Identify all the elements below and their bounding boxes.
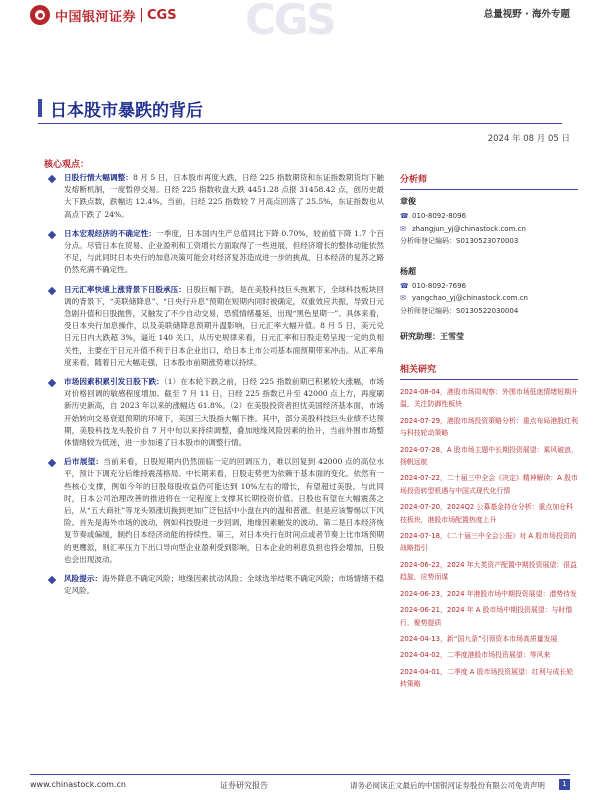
related-research xyxy=(400,362,578,691)
phone-icon: ☎ xyxy=(400,212,409,220)
paragraph-outlook: 后市展望：当前来看，日股短期内仍然面临一定的回调压力，难以回复到 42000 点的高位水平，预计下调充分后维持震荡格局。中长期来看，日股走势更为依赖于基本面的变化。依然有一些核心支撑，例如今年的日股每股收益仍可能达到 10%左右的增长，有望超过美股。与此同时，日本公司治理改善的推进将在一定程度上支撑其长期投资价值。日股也有望在大幅震荡之后，从“五大商社”等龙头领涨切换到更加广泛包括中小盘在内的温和普涨。但是应该警惕以下风险。首先是海外市场的波动，例如科技股进一步回调，地缘因素触发的波动。第二是日本经济恢复节奏或偏缓，制约日本经济动能的持续性。第三，对日本央行在时间点或者节奏上比市场预期的更鹰派，则汇率压力下出口导向型企业盈利受到影响，日本企业的利息负担也将会增加，日股也会出现波动。 xyxy=(44,456,384,566)
title-accent-bar xyxy=(38,99,42,117)
report-date: 2024 年 08 月 05 日 xyxy=(487,134,570,144)
related-link[interactable]: 2024-07-18，《二十届三中全会公报》对 A 股市场投资的战略指引 xyxy=(400,532,577,553)
related-link[interactable]: 2024-07-20，2024Q2 公募基金持仓分析：重点加仓科技板块，港股市场配置热度上升 xyxy=(400,503,573,524)
paragraph-market-adjustment: 日股行情大幅调整：8 月 5 日，日本股市再度大跌，日经 225 指数期货和东证指数期货均下触发熔断机制，一度暂停交易。日经 225 指数收盘大跌 4451.28 点报 31458.42 点，创历史最大下跌点数，跌幅达 12.4%。当前，日经 225 指数较 7 月高点回落了 25.5%，东证指数也从高点下跌了 24%。 xyxy=(44,172,384,221)
main-content xyxy=(44,172,384,605)
report-series: 总量视野 · 海外专题 xyxy=(483,9,570,20)
footer-doc-type: 证券研究报告 xyxy=(220,781,268,790)
brand-divider xyxy=(141,8,142,22)
related-divider xyxy=(400,379,578,380)
brand-name-cn: 中国银河证券 xyxy=(55,9,137,25)
analyst-email[interactable]: ✉ yangchao_yj@chinastock.com.cn xyxy=(400,292,578,305)
page-footer xyxy=(30,774,570,793)
analyst-license: 分析师登记编码：S0130522030004 xyxy=(400,306,519,315)
analyst-name: 章俊 xyxy=(400,197,416,206)
research-assistant: 研究助理：王雪莹 xyxy=(400,332,464,341)
analyst-phone: ☎ 010-8092-8096 xyxy=(400,210,578,223)
page-header xyxy=(0,0,600,44)
related-link[interactable]: 2024-06-21，2024 年 A 股市场中期投资展望：与时偕行，聚势提质 xyxy=(400,606,573,627)
related-link[interactable]: 2024-04-13，新“国九条”引领资本市场高质量发展 xyxy=(400,634,558,643)
related-heading: 相关研究 xyxy=(400,365,437,375)
related-link[interactable]: 2024-07-29，港股市场投资策略分析：重点布局港股红利与科技轮动策略 xyxy=(400,416,578,438)
email-icon: ✉ xyxy=(400,294,406,302)
analyst-phone: ☎ 010-8092-7696 xyxy=(400,280,578,293)
footer-disclaimer: 请务必阅读正文最后的中国银河证券股份有限公司免责声明 xyxy=(350,781,545,790)
paragraph-risk-warning: 风险提示：海外降息不确定风险；地缘因素扰动风险；全球选举结果不确定风险；市场情绪不稳定风险。 xyxy=(44,573,384,597)
footer-website[interactable]: www.chinastock.com.cn xyxy=(30,780,126,789)
related-link[interactable]: 2024-04-01，二季度 A 股市场投资展望：红利与成长轮转策略 xyxy=(400,667,574,689)
analysts-divider xyxy=(400,189,578,190)
report-title: 日本股市暴跌的背后 xyxy=(50,101,203,121)
email-icon: ✉ xyxy=(400,224,406,233)
cgs-logo-icon xyxy=(30,5,50,25)
analyst-license: 分析师登记编码：S0130523070003 xyxy=(400,237,519,245)
brand-logo xyxy=(30,2,177,28)
related-link[interactable]: 2024-07-28，A 股市场主题中长期投资展望：乘风破浪，扬帆远航 xyxy=(400,445,578,467)
related-link[interactable]: 2024-06-23，2024 年港股市场中期投资展望：潜势待发 xyxy=(400,589,577,598)
core-heading: 核心观点： xyxy=(44,160,90,170)
analyst-name: 杨超 xyxy=(400,266,416,276)
related-link[interactable]: 2024-07-22，二十届三中全会《决定》精神解读：A 股市场投资转型机遇与中国式现代化行情 xyxy=(400,474,578,495)
paragraph-yen-appreciation: 日元汇率快速上涨背景下日股承压：日股巨幅下跌，是在美股科技巨头拖累下，全球科技板块回调的背景下，“美联储降息”、“日央行升息”预期在短期内同时被确定，双重效应共振，导致日元急剧升值和日股抛售，又触发了不少自动交易，恐慌情绪蔓延，出现“黑色星期一”。具体来看，受日本央行加息操作，以及美联储降息预期升温影响，日元汇率大幅升值。8 月 5 日，美元兑日元日内大跌超 3%，逼近 140 关口，从历史规律来看，日元汇率和日股走势呈现一定的负相关性，主要在于日元升值不利于日本企业出口，给日本上市公司基本面预期带来冲击。从汇率角度来看，随着日元大幅走强，日本股市前期涨势难以持续。 xyxy=(44,284,384,369)
title-divider xyxy=(38,123,562,124)
related-link[interactable]: 2024-06-22，2024 年大类资产配置中期投资展望：很益趋旋，应势而谋 xyxy=(400,560,577,582)
paragraph-market-factors: 市场因素积累引发日股下跌：（1）在本轮下跌之前，日经 225 指数前期已积累较大涨幅，市场对价格回调的敏感程度增加。截至 7 月 11 日，日经 225 指数已升至 42000 点上方，再度刷新历史新高，自 2023 年以来的涨幅达 61.8%。（2）在美股投资者担忧美国经济基本面，市场开始转向交易衰退预期的环境下，美国三大股指大幅下挫。其中，部分美股科技巨头业绩不达预期，美股科技龙头股价自 7 月中旬以来持续调整，叠加地缘风险因素的抬升，当前外围市场整体情绪较为低迷，进一步加速了日本股市的调整行情。 xyxy=(44,376,384,449)
analysts-heading: 分析师 xyxy=(400,175,428,185)
related-link[interactable]: 2024-04-02，二季度港股市场投资展望：等风来 xyxy=(400,651,551,660)
page-number: 1 xyxy=(559,779,570,790)
brand-name-en: CGS xyxy=(147,7,177,23)
analyst-email[interactable]: ✉ zhangjun_yj@chinastock.com.cn xyxy=(400,223,578,236)
related-link[interactable]: 2024-08-04，港股市场周观察：外围市场低迷情绪短期升温，关注防御性板块 xyxy=(400,388,578,409)
header-watermark: CGS xyxy=(245,0,335,44)
phone-icon: ☎ xyxy=(400,281,409,290)
paragraph-macro-uncertainty: 日本宏观经济的不确定性：一季度，日本国内生产总值同比下降 0.70%，较前值下降 1.7 个百分点。尽管日本在贸易、企业盈利和工资增长方面取得了一些进展，但经济增长的整体动能依然不足，与此同时日本央行的加息决策可能会对经济复苏造成进一步的挑战，日本经济的复苏之路仍然充满不确定性。 xyxy=(44,228,384,277)
sidebar xyxy=(400,172,578,695)
